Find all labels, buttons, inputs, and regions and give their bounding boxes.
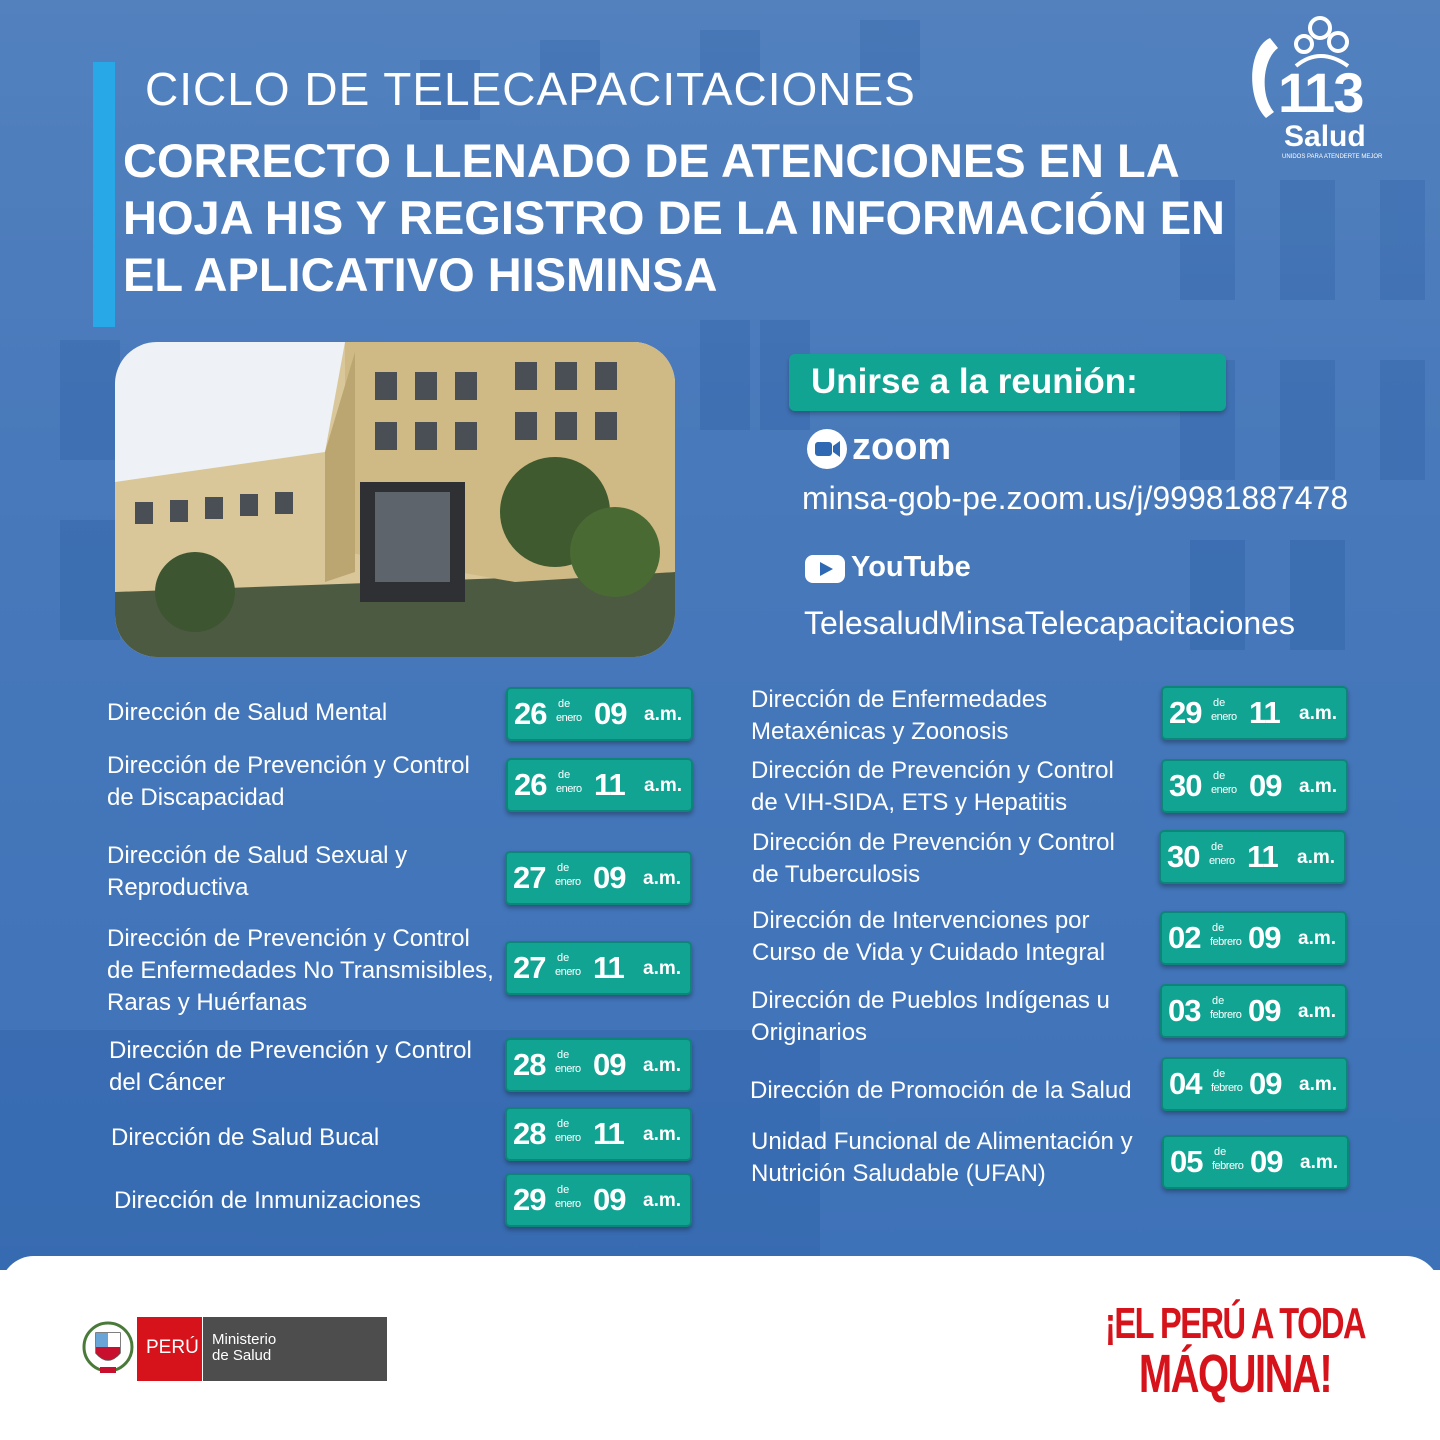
- salud-113-logo: [1238, 8, 1388, 168]
- date-de: de: [557, 952, 570, 964]
- date-month: enero: [1209, 855, 1235, 867]
- date-month: enero: [555, 1063, 581, 1075]
- session-label: Unidad Funcional de Alimentación y Nutrición Saludable (UFAN): [751, 1128, 1133, 1187]
- date-hour: 11: [1249, 695, 1280, 730]
- ministerio-line2: de Salud: [212, 1347, 272, 1364]
- date-de: de: [1213, 1068, 1226, 1080]
- date-month: enero: [556, 783, 582, 795]
- date-de: de: [557, 1049, 570, 1061]
- date-month: febrero: [1210, 1009, 1242, 1021]
- session-label: Dirección de Prevención y Control de Discapacidad: [107, 752, 470, 811]
- date-hour: 09: [1249, 768, 1282, 803]
- session-date-badge: [1159, 830, 1346, 884]
- date-day: 28: [513, 1047, 546, 1082]
- zoom-icon: [806, 428, 848, 470]
- logo-name: Salud: [1284, 120, 1366, 153]
- date-de: de: [558, 698, 571, 710]
- session-date-badge: [1162, 1135, 1349, 1189]
- date-day: 26: [514, 767, 547, 802]
- date-ampm: a.m.: [1299, 1074, 1338, 1095]
- session-date-badge: [1161, 1057, 1348, 1111]
- event-series-subtitle: CICLO DE TELECAPACITACIONES: [145, 63, 916, 115]
- youtube-channel-link[interactable]: TelesaludMinsaTelecapacitaciones: [804, 605, 1295, 641]
- date-day: 28: [513, 1116, 546, 1151]
- session-label: Dirección de Pueblos Indígenas u Originarios: [751, 987, 1110, 1046]
- date-hour: 11: [1247, 839, 1278, 874]
- date-ampm: a.m.: [644, 704, 683, 725]
- session-date-badge: [505, 941, 692, 995]
- date-hour: 09: [1250, 1144, 1283, 1179]
- date-de: de: [1213, 697, 1226, 709]
- date-month: febrero: [1212, 1160, 1244, 1172]
- session-date-badge: [506, 687, 693, 741]
- date-ampm: a.m.: [643, 1190, 682, 1211]
- zoom-meeting-link[interactable]: minsa-gob-pe.zoom.us/j/99981887478: [802, 480, 1349, 516]
- session-label: Dirección de Prevención y Control de VIH-SIDA, ETS y Hepatitis: [751, 757, 1114, 816]
- session-date-badge: [1161, 759, 1348, 813]
- date-month: enero: [555, 1198, 581, 1210]
- session-label: Dirección de Intervenciones por Curso de Vida y Cuidado Integral: [752, 907, 1106, 966]
- date-month: enero: [555, 1132, 581, 1144]
- campaign-slogan: [1105, 1299, 1366, 1404]
- session-label: Dirección de Salud Mental: [107, 699, 388, 726]
- logo-number: 113: [1278, 61, 1363, 124]
- date-ampm: a.m.: [643, 958, 682, 979]
- date-hour: 09: [593, 1182, 626, 1217]
- date-hour: 09: [1248, 920, 1281, 955]
- date-day: 26: [514, 696, 547, 731]
- session-label: Dirección de Salud Bucal: [111, 1124, 380, 1151]
- date-day: 02: [1168, 920, 1201, 955]
- session-date-badge: [505, 1038, 692, 1092]
- peru-coat-of-arms-icon: [80, 1317, 136, 1381]
- join-meeting-label: Unirse a la reunión:: [811, 362, 1138, 401]
- date-day: 29: [1169, 695, 1202, 730]
- date-day: 27: [513, 950, 546, 985]
- session-label: Dirección de Enfermedades Metaxénicas y Zoonosis: [751, 686, 1048, 745]
- date-month: enero: [1211, 784, 1237, 796]
- date-ampm: a.m.: [1300, 1152, 1339, 1173]
- date-day: 29: [513, 1182, 546, 1217]
- date-month: febrero: [1211, 1082, 1243, 1094]
- event-title: CORRECTO LLENADO DE ATENCIONES EN LA HOJA HIS Y REGISTRO DE LA INFORMACIÓN EN EL APLICATIVO HISMINSA: [123, 134, 1225, 301]
- date-ampm: a.m.: [1299, 703, 1338, 724]
- ministerio-line1: Ministerio: [212, 1331, 277, 1348]
- date-de: de: [557, 862, 570, 874]
- date-de: de: [1212, 995, 1225, 1007]
- session-date-badge: [505, 1107, 692, 1161]
- date-hour: 09: [593, 1047, 626, 1082]
- date-day: 30: [1167, 839, 1200, 874]
- zoom-brand: zoom: [852, 426, 952, 468]
- date-day: 05: [1170, 1144, 1203, 1179]
- date-ampm: a.m.: [1298, 1001, 1337, 1022]
- date-ampm: a.m.: [643, 1124, 682, 1145]
- date-hour: 09: [593, 860, 626, 895]
- date-hour: 09: [1249, 1066, 1282, 1101]
- date-hour: 09: [1248, 993, 1281, 1028]
- date-day: 03: [1168, 993, 1201, 1028]
- session-label: Dirección de Prevención y Control del Cáncer: [109, 1037, 472, 1096]
- date-de: de: [557, 1184, 570, 1196]
- session-date-badge: [1160, 984, 1347, 1038]
- session-date-badge: [1160, 911, 1347, 965]
- date-hour: 09: [594, 696, 627, 731]
- date-month: enero: [556, 712, 582, 724]
- date-month: enero: [555, 966, 581, 978]
- session-date-badge: [505, 1173, 692, 1227]
- date-ampm: a.m.: [1299, 776, 1338, 797]
- minsa-peru-logo: [80, 1317, 387, 1381]
- date-ampm: a.m.: [1298, 928, 1337, 949]
- youtube-icon: [805, 555, 845, 583]
- date-de: de: [1211, 841, 1224, 853]
- date-day: 27: [513, 860, 546, 895]
- session-label: Dirección de Prevención y Control de Enfermedades No Transmisibles, Raras y Huérfanas: [107, 925, 494, 1016]
- slogan-line1: ¡EL PERÚ A TODA: [1105, 1299, 1366, 1348]
- date-month: enero: [1211, 711, 1237, 723]
- date-day: 30: [1169, 768, 1202, 803]
- logo-tagline: UNIDOS PARA ATENDERTE MEJOR: [1282, 154, 1383, 160]
- date-ampm: a.m.: [643, 868, 682, 889]
- ministry-building-photo: [115, 342, 675, 657]
- date-de: de: [1213, 770, 1226, 782]
- join-meeting-banner: [789, 354, 1226, 411]
- session-date-badge: [1161, 686, 1348, 740]
- session-label: Dirección de Prevención y Control de Tuberculosis: [752, 829, 1115, 888]
- session-date-badge: [506, 758, 693, 812]
- date-ampm: a.m.: [644, 775, 683, 796]
- date-de: de: [557, 1118, 570, 1130]
- date-hour: 11: [593, 1116, 624, 1151]
- session-date-badge: [505, 851, 692, 905]
- date-hour: 11: [593, 950, 624, 985]
- date-day: 04: [1169, 1066, 1202, 1101]
- session-label: Dirección de Inmunizaciones: [114, 1187, 421, 1214]
- date-de: de: [1212, 922, 1225, 934]
- title-accent-bar: [93, 62, 115, 327]
- date-month: febrero: [1210, 936, 1242, 948]
- date-hour: 11: [594, 767, 625, 802]
- date-month: enero: [555, 876, 581, 888]
- session-label: Dirección de Salud Sexual y Reproductiva: [107, 842, 408, 901]
- session-label: Dirección de Promoción de la Salud: [750, 1077, 1132, 1104]
- date-de: de: [1214, 1146, 1227, 1158]
- youtube-brand: YouTube: [851, 551, 971, 583]
- date-ampm: a.m.: [643, 1055, 682, 1076]
- date-de: de: [558, 769, 571, 781]
- slogan-line2: MÁQUINA!: [1138, 1344, 1332, 1404]
- peru-label: PERÚ: [146, 1337, 199, 1358]
- date-ampm: a.m.: [1297, 847, 1336, 868]
